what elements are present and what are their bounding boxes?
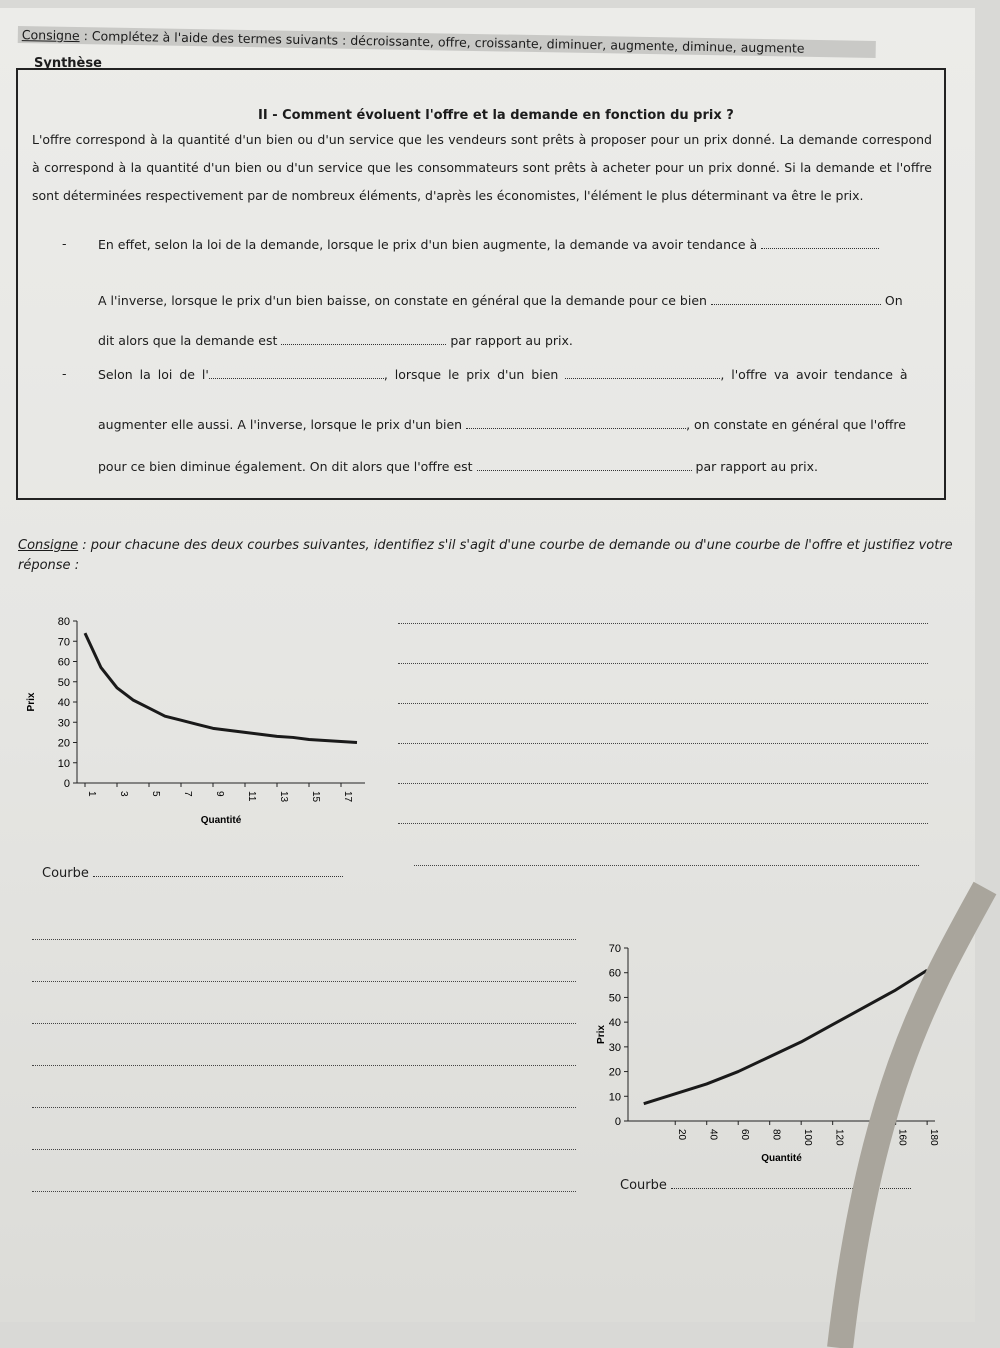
x-tick-label: 15	[310, 791, 321, 803]
y-tick-label: 60	[608, 967, 621, 980]
answer-line[interactable]	[32, 938, 576, 940]
y-axis-label: Prix	[596, 1025, 607, 1044]
y-tick-label: 30	[608, 1041, 621, 1054]
x-axis-label: Quantité	[200, 815, 242, 826]
y-tick-label: 70	[608, 943, 621, 955]
instruction-2	[18, 536, 958, 576]
answer-line[interactable]	[32, 980, 576, 982]
text: dit alors que la demande est	[98, 333, 278, 348]
sentence-6	[98, 458, 818, 474]
text: A l'inverse, lorsque le prix d'un bien baisse, on constate en général que la demande pour ce bien	[98, 293, 707, 308]
text: augmenter elle aussi. A l'inverse, lorsque le prix d'un bien	[98, 417, 463, 432]
sentence-5	[98, 416, 906, 432]
y-tick-label: 50	[608, 992, 621, 1005]
text: , on constate en général que l'offre	[686, 417, 906, 432]
sentence-2	[98, 292, 903, 308]
blank-6[interactable]	[466, 416, 686, 429]
y-tick-label: 60	[57, 656, 70, 669]
y-tick-label: 0	[614, 1116, 621, 1128]
y-tick-label: 40	[608, 1017, 621, 1030]
answer-line[interactable]	[32, 1106, 576, 1108]
curve-1-blank[interactable]	[93, 864, 343, 877]
synthesis-box	[16, 56, 946, 500]
x-tick-label: 5	[150, 791, 161, 797]
text: , l'offre va avoir tendance à	[720, 367, 908, 382]
curve-label: Courbe	[42, 866, 89, 881]
y-tick-label: 40	[57, 697, 70, 709]
y-tick-label: 10	[608, 1091, 621, 1104]
x-tick-label: 20	[676, 1129, 688, 1141]
curve-label: Courbe	[620, 1178, 667, 1193]
instruction-label: Consigne	[18, 538, 79, 553]
answer-line[interactable]	[32, 1190, 576, 1192]
intro-paragraph: L'offre correspond à la quantité d'un bien ou d'un service que les vendeurs sont prêts à proposer pour un prix donné. La demande correspond à correspond à la quantité d'un bien ou d'un service que les consommateurs sont prêts à acheter pour un prix donné. Si la demande et l'offre sont déterminées respectivement par de nombreux éléments, d'après les économistes, l'élément le plus déterminant va être le prix.	[32, 132, 932, 203]
answer-line[interactable]	[32, 1148, 576, 1150]
y-tick-label: 20	[57, 737, 70, 750]
text: pour ce bien diminue également. On dit alors que l'offre est	[98, 459, 473, 474]
sentence-4	[98, 366, 908, 382]
text: , lorsque le prix d'un bien	[383, 367, 559, 382]
blank-2[interactable]	[711, 292, 881, 305]
x-tick-label: 11	[246, 791, 257, 802]
x-tick-label: 100	[802, 1129, 814, 1146]
answer-line[interactable]	[398, 782, 928, 784]
instruction-text: : pour chacune des deux courbes suivantes, identifiez s'il s'agit d'une courbe de demande ou d'une courbe de l'offre et justifiez votre réponse :	[18, 538, 953, 573]
x-tick-label: 9	[214, 791, 225, 797]
answer-line[interactable]	[398, 822, 928, 824]
x-tick-label: 180	[928, 1129, 940, 1146]
x-tick-label: 1	[86, 791, 97, 797]
blank-3[interactable]	[281, 332, 446, 345]
demand-curve-chart	[20, 603, 380, 843]
y-tick-label: 80	[57, 616, 70, 628]
answer-line[interactable]	[398, 702, 928, 704]
x-tick-label: 13	[278, 791, 289, 803]
y-tick-label: 0	[63, 778, 70, 790]
y-tick-label: 30	[57, 717, 70, 730]
blank-7[interactable]	[477, 458, 692, 471]
instruction-1	[18, 26, 876, 58]
curve-1-answer	[42, 864, 343, 881]
section-title: II - Comment évoluent l'offre et la demande en fonction du prix ?	[258, 108, 734, 123]
y-tick-label: 10	[57, 757, 70, 770]
text: par rapport au prix.	[695, 459, 819, 474]
answer-line[interactable]	[398, 662, 928, 664]
blank-5[interactable]	[565, 366, 720, 379]
x-tick-label: 120	[833, 1129, 845, 1146]
x-tick-label: 3	[118, 791, 129, 797]
x-tick-label: 80	[770, 1129, 782, 1141]
dash: -	[62, 366, 67, 381]
answer-line[interactable]	[414, 864, 919, 866]
x-tick-label: 60	[739, 1129, 751, 1141]
x-tick-label: 40	[707, 1129, 719, 1141]
answer-line[interactable]	[398, 742, 928, 744]
lanyard-strap	[760, 888, 1000, 1348]
y-axis-label: Prix	[26, 692, 37, 712]
x-tick-label: 160	[896, 1129, 908, 1146]
answer-line[interactable]	[398, 622, 928, 624]
x-tick-label: 7	[182, 791, 193, 797]
text: On	[884, 293, 903, 308]
sentence-3	[98, 332, 573, 348]
curve-line	[85, 633, 357, 742]
blank-1[interactable]	[761, 236, 879, 249]
text: par rapport au prix.	[450, 333, 573, 348]
y-tick-label: 20	[608, 1066, 621, 1079]
worksheet-page	[0, 8, 975, 1322]
sentence-1	[98, 236, 879, 252]
answer-line[interactable]	[32, 1064, 576, 1066]
y-tick-label: 50	[57, 676, 70, 689]
x-tick-label: 17	[342, 791, 353, 803]
synthesis-title: Synthèse	[34, 56, 102, 71]
instruction-text: : Complétez à l'aide des termes suivants : décroissante, offre, croissante, diminuer, augmente, diminue, augmente	[79, 28, 805, 56]
blank-4[interactable]	[209, 366, 384, 379]
text: En effet, selon la loi de la demande, lorsque le prix d'un bien augmente, la demande va avoir tendance à	[98, 237, 758, 252]
answer-line[interactable]	[32, 1022, 576, 1024]
instruction-label: Consigne	[21, 27, 80, 44]
x-axis-label: Quantité	[761, 1153, 802, 1164]
text: Selon la loi de l'	[98, 367, 209, 382]
dash: -	[62, 236, 67, 251]
y-tick-label: 70	[57, 636, 70, 649]
